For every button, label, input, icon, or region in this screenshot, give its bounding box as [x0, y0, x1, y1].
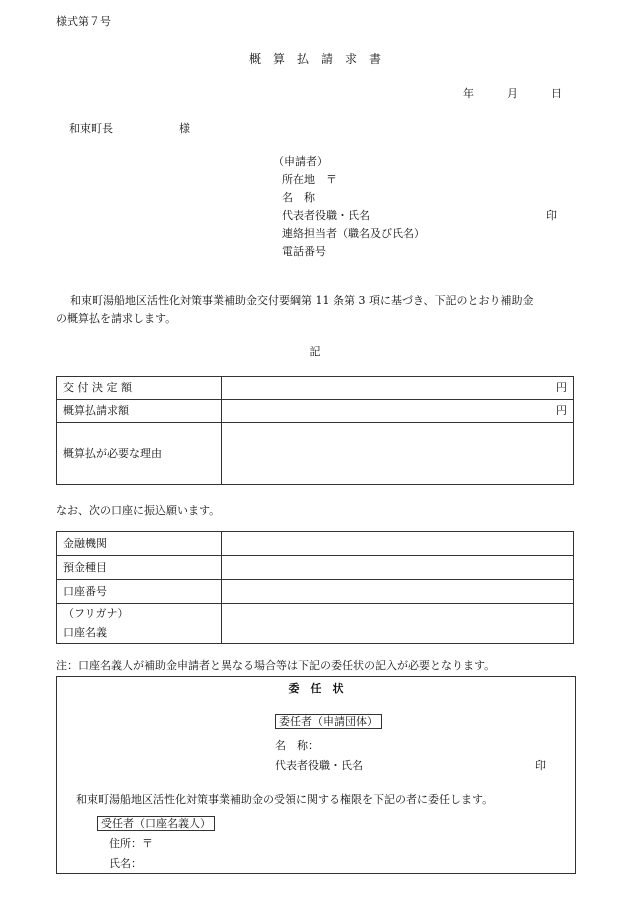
representative-label: 代表者役職・氏名: [282, 209, 370, 222]
delegate-name-label: 氏名：: [109, 857, 142, 870]
page-title: 概 算 払 請 求 書: [248, 52, 381, 66]
addressee: 和束町長 様: [69, 122, 190, 135]
delegate-label: 受任者（口座名義人）: [97, 816, 215, 831]
mandate-title: 委 任 状: [288, 682, 344, 695]
table-cell-value[interactable]: [222, 532, 574, 556]
address-label: 所在地 〒: [282, 173, 337, 186]
delegator-label: 委任者（申請団体）: [275, 714, 382, 729]
table-cell-label: [57, 604, 222, 644]
mandate-statement: 和束町湯船地区活性化対策事業補助金の受領に関する権限を下記の者に委任します。: [76, 793, 494, 806]
mandate-box: [56, 676, 576, 874]
ki-heading: 記: [309, 345, 321, 358]
furigana-label: （フリガナ）: [63, 607, 129, 620]
table-cell-label: 概算払が必要な理由: [57, 423, 222, 485]
table-cell-label: 金融機関: [57, 532, 222, 556]
table-cell-label: 口座番号: [57, 580, 222, 604]
date-line: 年 月 日: [463, 87, 562, 100]
table-row: [57, 556, 574, 580]
table-row: [57, 423, 574, 485]
table-cell-value[interactable]: [222, 423, 574, 485]
form-number: 様式第７号: [56, 15, 111, 28]
mandate-seal-mark: 印: [535, 759, 546, 772]
table-row: [57, 532, 574, 556]
account-name-label: 口座名義: [63, 626, 107, 639]
mandate-representative-label: 代表者役職・氏名: [275, 759, 363, 772]
bank-note: なお、次の口座に振込願います。: [56, 504, 221, 517]
delegate-address-label: 住所：〒: [109, 837, 153, 850]
body-text-line2: の概算払を請求します。: [56, 312, 177, 325]
mandate-name-label: 名 称：: [275, 739, 319, 752]
table-cell-value[interactable]: [222, 556, 574, 580]
table-cell-value[interactable]: 円: [222, 400, 574, 423]
table-cell-label: 預金種目: [57, 556, 222, 580]
bank-table: [56, 531, 574, 644]
amount-table: [56, 376, 574, 485]
table-cell-value[interactable]: [222, 604, 574, 644]
table-row: [57, 604, 574, 644]
table-cell-value[interactable]: 円: [222, 377, 574, 400]
table-cell-label: 交 付 決 定 額: [57, 377, 222, 400]
phone-label: 電話番号: [282, 245, 326, 258]
table-cell-label: 概算払請求額: [57, 400, 222, 423]
body-text-line1: 和束町湯船地区活性化対策事業補助金交付要綱第 11 条第 3 項に基づき、下記のとおり補助金: [70, 294, 534, 307]
notice: 注：口座名義人が補助金申請者と異なる場合等は下記の委任状の記入が必要となります。: [56, 659, 496, 672]
seal-mark: 印: [546, 209, 557, 222]
contact-label: 連絡担当者（職名及び氏名）: [282, 227, 425, 240]
table-row: [57, 580, 574, 604]
name-label: 名 称: [282, 191, 315, 204]
table-row: [57, 377, 574, 400]
table-row: [57, 400, 574, 423]
applicant-heading: （申請者）: [273, 155, 328, 168]
table-cell-value[interactable]: [222, 580, 574, 604]
